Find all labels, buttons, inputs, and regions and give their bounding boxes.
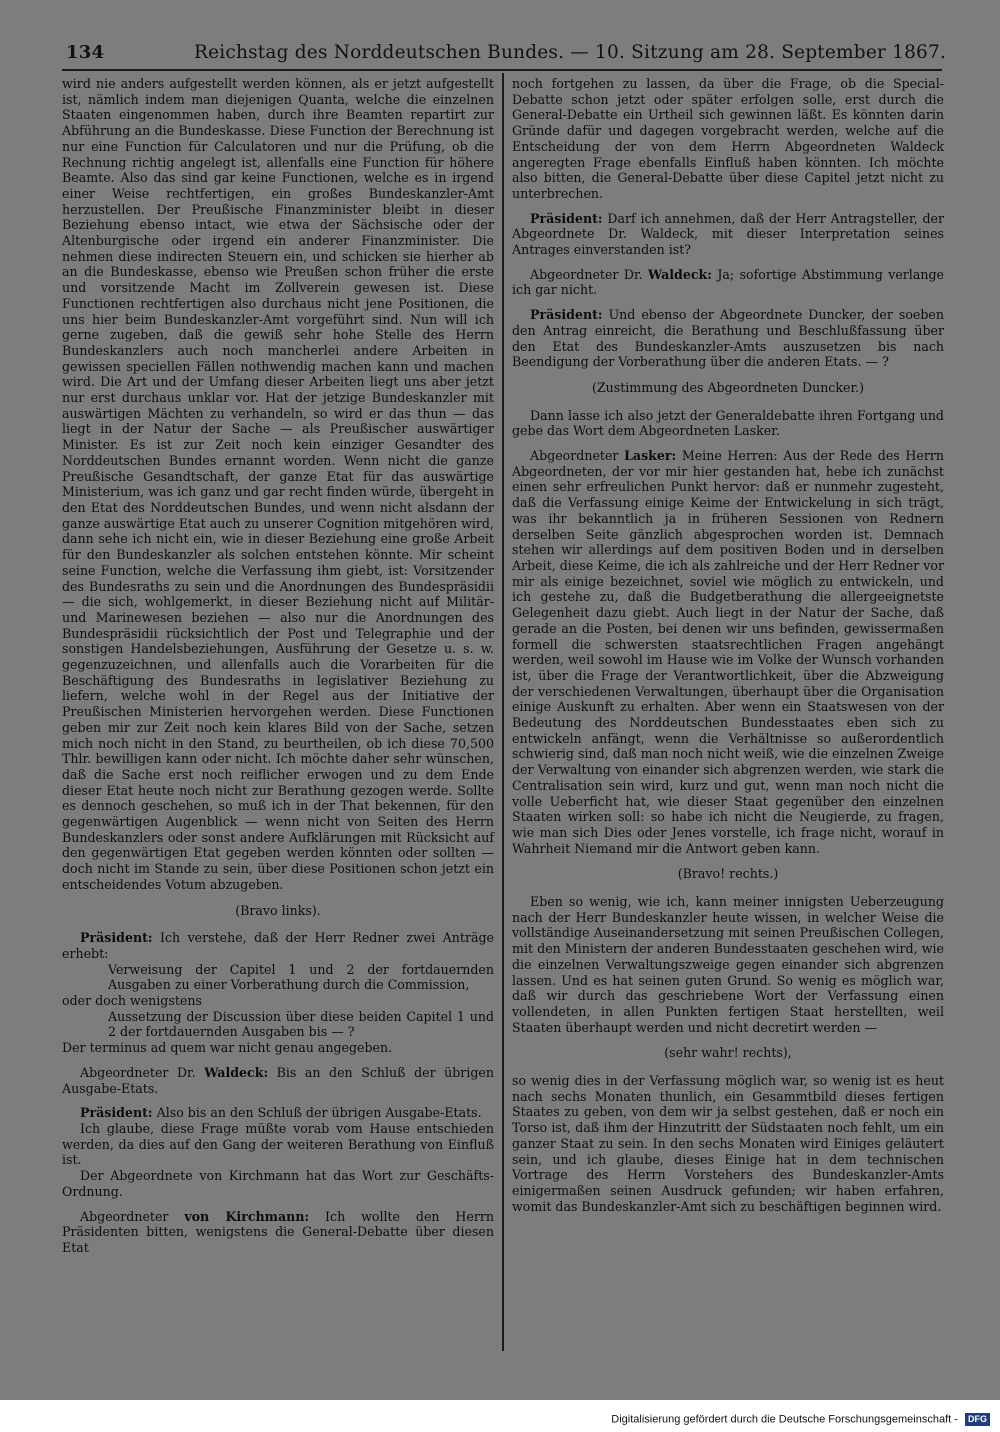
left-column — [62, 76, 494, 1265]
speaker-title: Abgeordneter — [530, 448, 619, 464]
paragraph: noch fortgehen zu lassen, da über die Frage, ob die Special-Debatte schon jetzt oder später erfolgen solle, erst durch die General-Debatte ein Urtheil sich gewinnen läßt. Es könnten darin Gründe dafür und dagegen vorgebracht werden, welche auf die Entscheidung der von dem Herrn Abgeordneten Waldeck angeregten Frage ebenfalls Einfluß haben könnten. Ich möchte also bitten, die General-Debatte über diese Capitel jetzt nicht zu unterbrechen. — [512, 76, 944, 201]
stage-direction: (Bravo links). — [235, 902, 321, 918]
speech — [512, 267, 944, 298]
speech-text: Darf ich annehmen, daß der Herr Antragsteller, der Abgeordnete Dr. Waldeck, mit dieser Interpretation seines Antrages einverstanden ist? — [512, 210, 944, 258]
running-title: Reichstag des Norddeutschen Bundes. — 10. Sitzung am 28. September 1867. — [194, 42, 947, 63]
speech — [62, 1065, 494, 1096]
speech-text: Ja; sofortige Abstimmung verlange ich gar nicht. — [512, 266, 944, 298]
speaker-name: Waldeck: — [204, 1064, 269, 1080]
paragraph: wird nie anders aufgestellt werden können, als er jetzt aufgestellt ist, nämlich indem man diejenigen Quanta, welche die einzelnen Staaten eingenommen haben, durch ihre Beamten repartirt zur Abführung an die Bundeskasse. Diese Function der Berechnung ist nur eine Function für Calculatoren und nur die Prüfung, ob die Rechnung richtig angelegt ist, allenfalls eine Function für höhere Beamte. Also das sind gar keine Functionen, welche es in irgend einer Weise rechtfertigen, ein großes Bundeskanzler-Amt herzustellen. Der Preußische Finanzminister bleibt in dieser Beziehung ebenso intact, wie etwa der Sächsische oder der Altenburgische oder irgend ein anderer Finanzminister. Die nehmen diese indirecten Steuern ein, und schicken sie hierher ab an die Bundeskasse, ebenso wie Preußen schon früher die erste und vorsitzende Macht im Zollverein gewesen ist. Diese Functionen rechtfertigen also durchaus nicht jene Positionen, die uns hier beim Bundeskanzler-Amt vorgeführt sind. Nun will ich gerne zugeben, daß die gewiß sehr hohe Stelle des Herrn Bundeskanzlers auch noch mancherlei andere Arbeiten in gewissen speciellen Fällen nothwendig machen kann und machen wird. Die Art und der Umfang dieser Arbeiten liegt uns aber jetzt nur erst durchaus unklar vor. Hat der jetzige Bundeskanzler mit auswärtigen Mächten zu verhandeln, so wird er das thun — das liegt in der Natur der Sache — als Preußischer auswärtiger Minister. Es ist zur Zeit noch kein einziger Gesandter des Norddeutschen Bundes ernannt worden. Wenn nicht die ganze Preußische Gesandtschaft, der ganze Etat für das auswärtige Ministerium, was ich ganz und gar recht finden würde, übergeht in den Etat des Norddeutschen Bundes, und wenn nicht alsdann der ganze auswärtige Etat auch zu unserer Cognition mitgehören wird, dann sehe ich nicht ein, wie in dieser Beziehung eine große Arbeit für den Bundeskanzler als solchen entstehen könnte. Mir scheint seine Function, welche die Verfassung ihm giebt, ist: Vorsitzender des Bundesraths zu sein und die Anordnungen des Bundespräsidii — die sich, wohlgemerkt, in dieser Beziehung nicht auf Militär- und Marinewesen beziehen — also nur die Anordnungen des Bundespräsidii rücksichtlich der Post und Telegraphie und der sonstigen Handelsbeziehungen, Ausführung der Gesetze u. s. w. gegenzuzeichnen, und allenfalls auch die Vorarbeiten für die Beschäftigung des Bundesraths in legislativer Beziehung zu liefern, welche wohl in der Regel aus der Initiative der Preußischen Ministerien hervorgehen werden. Diese Functionen geben mir zur Zeit noch kein klares Bild von der Sache, setzen mich noch nicht in den Stand, zu beurtheilen, ob ich diese 70,500 Thlr. bewilligen kann oder nicht. Ich möchte daher sehr wünschen, daß die Sache erst noch reiflicher erwogen und zu dem Ende dieser Etat heute noch nicht zur Berathung gezogen werde. Sollte es dennoch geschehen, so muß ich in der That bekennen, für den gegenwärtigen Augenblick — wenn nicht von Seiten des Herrn Bundeskanzlers oder sonst andere Aufklärungen mit Rücksicht auf den gegenwärtigen Etat gegeben werden könnten oder sollten — doch nicht im Stande zu sein, über diese Positionen schon jetzt ein entscheidendes Votum abzugeben. — [62, 76, 494, 892]
speech — [62, 1209, 494, 1256]
speaker-name: Präsident: — [530, 210, 603, 226]
paragraph: Der Abgeordnete von Kirchmann hat das Wort zur Geschäfts-Ordnung. — [62, 1168, 494, 1199]
speaker-name: Präsident: — [530, 307, 603, 323]
motion-list — [108, 962, 494, 993]
stage-direction: (Bravo! rechts.) — [677, 866, 779, 882]
speech-text: Meine Herren: Aus der Rede des Herrn Abgeordneten, der vor mir hier gestanden hat, hebe ich zunächst einen sehr erfreulichen Punkt hervor: daß er nunmehr zugesteht, daß die Verfassung einige Keime der Entwickelung in sich trägt, was ihr bekanntlich ja in früheren Sessionen von Rednern derselben Seite gänzlich abgesprochen worden ist. Demnach stehen wir allerdings auf dem positiven Boden und in derselben Arbeit, diese Keime, die ich als zahlreiche und der Herr Redner vor mir als einige bezeichnet, soviel wie möglich zu entwickeln, und ich gestehe zu, daß die Budgetberathung die allergeeignetste Gelegenheit dazu giebt. Auch liegt in der Natur der Sache, daß gerade an die Posten, bei denen wir uns befinden, gewissermaßen formell die schwersten staatsrechtlichen Fragen angehängt werden, weil sowohl im Hause wie im Volke der Wunsch vorhanden ist, über die Frage der Verantwortlichkeit, über die Abzweigung der verschiedenen Verwaltungen, überhaupt über die Organisation einige Auskunft zu erhalten. Aber wenn ein Staatswesen von der Bedeutung des Norddeutschen Bundesstaates eben sich zu entwickeln anfängt, wenn die Verhältnisse so außerordentlich schwierig sind, daß man noch nicht weiß, wie die einzelnen Zweige der Verwaltung von einander sich abgrenzen werden, wie stark die Centralisation sein wird, kurz und gut, wenn man noch nicht die volle Ueberficht hat, wie dieser Staat gegenüber den einzelnen Staaten wirken soll: so habe ich nicht die Neugierde, zu fragen, wie man sich Dies oder Jenes vorstelle, ich frage nicht, worauf in Wahrheit Niemand mir die Antwort geben kann. — [512, 448, 944, 856]
speech-text: Und ebenso der Abgeordnete Duncker, der soeben den Antrag einreicht, die Berathung und Beschlußfassung über den Etat des Bundeskanzler-Amts auszusetzen bis nach Beendigung der Vorberathung über die anderen Etats. — ? — [512, 307, 944, 370]
speaker-name: Lasker: — [624, 448, 677, 464]
speech — [62, 1105, 494, 1121]
speaker-title: Abgeordneter Dr. — [80, 1064, 196, 1080]
speech — [512, 307, 944, 370]
speaker-title: Abgeordneter Dr. — [530, 266, 643, 282]
paragraph: Der terminus ad quem war nicht genau angegeben. — [62, 1040, 393, 1056]
speech — [512, 211, 944, 258]
right-column — [512, 76, 944, 1214]
stage-direction: (sehr wahr! rechts), — [664, 1045, 792, 1061]
list-item: Verweisung der Capitel 1 und 2 der fortdauernden Ausgaben zu einer Vorberathung durch die Commission, — [108, 961, 494, 993]
page-header — [62, 40, 947, 70]
header-rule — [62, 69, 942, 71]
dfg-logo-icon: DFG — [965, 1413, 990, 1426]
speaker-name: Präsident: — [80, 1105, 153, 1121]
paragraph: Dann lasse ich also jetzt der Generaldebatte ihren Fortgang und gebe das Wort dem Abgeordneten Lasker. — [512, 407, 944, 439]
digitization-credit — [540, 1413, 990, 1429]
list-connector: oder doch wenigstens — [62, 993, 202, 1009]
column-divider — [502, 73, 504, 1351]
speech — [62, 930, 494, 961]
speech — [512, 448, 944, 856]
list-item: Aussetzung der Discussion über diese beiden Capitel 1 und 2 der fortdauernden Ausgaben bis — ? — [108, 1008, 494, 1040]
speech-text: Ich wollte den Herrn Präsidenten bitten, wenigstens die General-Debatte über diesen Etat — [62, 1208, 495, 1255]
page-number: 134 — [66, 42, 105, 63]
speaker-name: Präsident: — [80, 930, 153, 946]
speaker-name: Waldeck: — [648, 266, 712, 282]
speech-text: Also bis an den Schluß der übrigen Ausgabe-Etats. — [156, 1105, 482, 1121]
paragraph: Eben so wenig, wie ich, kann meiner innigsten Ueberzeugung nach der Herr Bundeskanzler heute wissen, in welcher Weise die vollständige Auseinandersetzung mit seinen Preußischen Collegen, mit den Ministern der anderen Bundesstaaten geschehen wird, wie die einzelnen Verwaltungszweige gegen einander sich abgrenzen lassen. Und es hat seinen guten Grund. So wenig es möglich war, daß wir durch das geschriebene Wort der Verfassung einen vollendeten, in allen Punkten fertigen Staat herstellten, weil Staaten überhaupt werden und nicht decretirt werden — — [512, 894, 944, 1035]
speech-text: Bis an den Schluß der übrigen Ausgabe-Etats. — [62, 1064, 494, 1096]
motion-list — [108, 1009, 494, 1040]
speaker-title: Abgeordneter — [80, 1208, 169, 1224]
speaker-name: von Kirchmann: — [184, 1208, 310, 1224]
credit-text: Digitalisierung gefördert durch die Deutsche Forschungsgemeinschaft - — [611, 1413, 958, 1426]
paragraph: so wenig dies in der Verfassung möglich war, so wenig ist es heut nach sechs Monaten thunlich, ein Gesammtbild dieses fertigen Staates zu geben, von dem wir ja selbst gestehen, daß er noch ein Torso ist, daß ihm der Hinzutritt der Südstaaten noch fehlt, um ein ganzer Staat zu sein. In den sechs Monaten wird Einiges geläutert sein, und ich glaube, dieses Einige hat in dem technischen Vortrage des Herrn Vorstehers des Bundeskanzler-Amts einigermaßen seinen Ausdruck gefunden; wir haben erfahren, womit das Bundeskanzler-Amt sich zu beschäftigen beginnen wird. — [512, 1073, 944, 1214]
paragraph: Ich glaube, diese Frage müßte vorab vom Hause entschieden werden, da dies auf den Gang der weiteren Berathung von Einfluß ist. — [62, 1121, 494, 1168]
stage-direction: (Zustimmung des Abgeordneten Duncker.) — [591, 379, 864, 395]
speech-text: Ich verstehe, daß der Herr Redner zwei Anträge erhebt: — [62, 930, 494, 961]
